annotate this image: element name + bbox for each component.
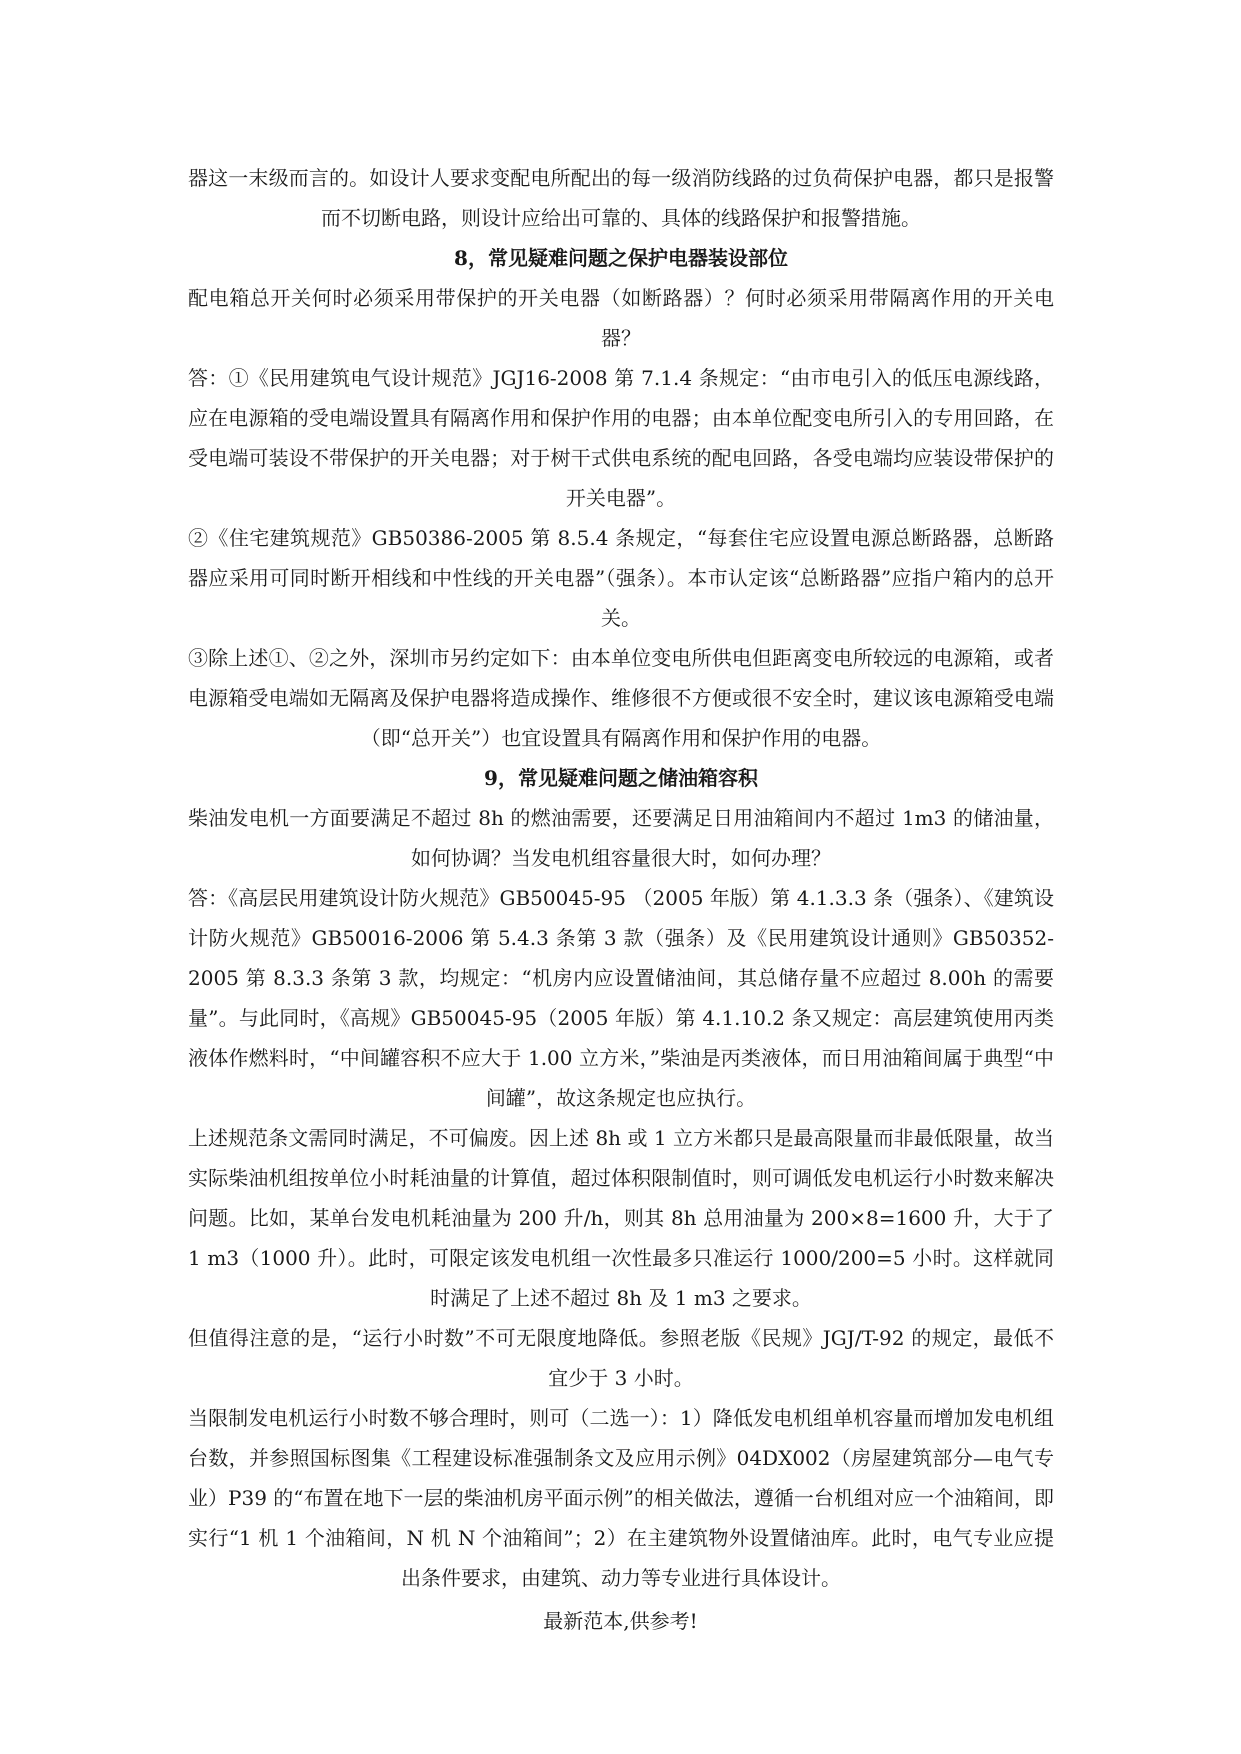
paragraph: 当限制发电机运行小时数不够合理时，则可（二选一）：1）降低发电机组单机容量而增加发电机组台数，并参照国标图集《工程建设标准强制条文及应用示例》04DX002（房屋建筑部分—电气专业）P39 的“布置在地下一层的柴油机房平面示例”的相关做法，遵循一台机组对应一个油箱间，即实行“1 机 1 个油箱间，N 机 N 个油箱间”；2）在主建筑物外设置储油库。此时，电气专业应提出条件要求，由建筑、动力等专业进行具体设计。 (188, 1406, 1054, 1590)
section-heading: 8，常见疑难问题之保护电器装设部位 (454, 246, 788, 270)
paragraph: 答：《高层民用建筑设计防火规范》GB50045-95 （2005 年版）第 4.1.3.3 条（强条）、《建筑设计防火规范》GB50016-2006 第 5.4.3 条第 3 款（强条）及《民用建筑设计通则》GB50352-2005 第 8.3.3 条第 3 款，均规定：“机房内应设置储油间，其总储存量不应超过 8.00h 的需要量”。与此同时，《高规》GB50045-95（2005 年版）第 4.1.10.2 条又规定：高层建筑使用丙类液体作燃料时，“中间罐容积不应大于 1.00 立方米，”柴油是丙类液体，而日用油箱间属于典型“中间罐”，故这条规定也应执行。 (188, 886, 1054, 1110)
page-footer: 最新范本,供参考! (543, 1609, 698, 1633)
document-body (188, 158, 1054, 1598)
section-heading: 9，常见疑难问题之储油箱容积 (484, 766, 758, 790)
paragraph: 答：①《民用建筑电气设计规范》JGJ16-2008 第 7.1.4 条规定：“由市电引入的低压电源线路，应在电源箱的受电端设置具有隔离作用和保护作用的电器；由本单位配变电所引入的专用回路，在受电端可装设不带保护的开关电器；对于树干式供电系统的配电回路，各受电端均应装设带保护的开关电器”。 (188, 366, 1054, 510)
paragraph: ③除上述①、②之外，深圳市另约定如下：由本单位变电所供电但距离变电所较远的电源箱，或者电源箱受电端如无隔离及保护电器将造成操作、维修很不方便或很不安全时，建议该电源箱受电端（即“总开关”）也宜设置具有隔离作用和保护作用的电器。 (188, 646, 1054, 750)
paragraph: 但值得注意的是，“运行小时数”不可无限度地降低。参照老版《民规》JGJ/T-92 的规定，最低不宜少于 3 小时。 (188, 1326, 1054, 1390)
paragraph: 上述规范条文需同时满足，不可偏废。因上述 8h 或 1 立方米都只是最高限量而非最低限量，故当实际柴油机组按单位小时耗油量的计算值，超过体积限制值时，则可调低发电机运行小时数来解决问题。比如，某单台发电机耗油量为 200 升/h，则其 8h 总用油量为 200×8=1600 升，大于了 1 m3（1000 升）。此时，可限定该发电机组一次性最多只准运行 1000/200=5 小时。这样就同时满足了上述不超过 8h 及 1 m3 之要求。 (188, 1126, 1054, 1310)
paragraph: 柴油发电机一方面要满足不超过 8h 的燃油需要，还要满足日用油箱间内不超过 1m3 的储油量，如何协调？当发电机组容量很大时，如何办理？ (188, 806, 1054, 870)
paragraph: 配电箱总开关何时必须采用带保护的开关电器（如断路器）？何时必须采用带隔离作用的开关电器？ (188, 286, 1054, 350)
paragraph: 器这一末级而言的。如设计人要求变配电所配出的每一级消防线路的过负荷保护电器，都只是报警而不切断电路，则设计应给出可靠的、具体的线路保护和报警措施。 (188, 166, 1054, 230)
paragraph: ②《住宅建筑规范》GB50386-2005 第 8.5.4 条规定，“每套住宅应设置电源总断路器，总断路器应采用可同时断开相线和中性线的开关电器”（强条）。本市认定该“总断路器”应指户箱内的总开关。 (188, 526, 1054, 630)
